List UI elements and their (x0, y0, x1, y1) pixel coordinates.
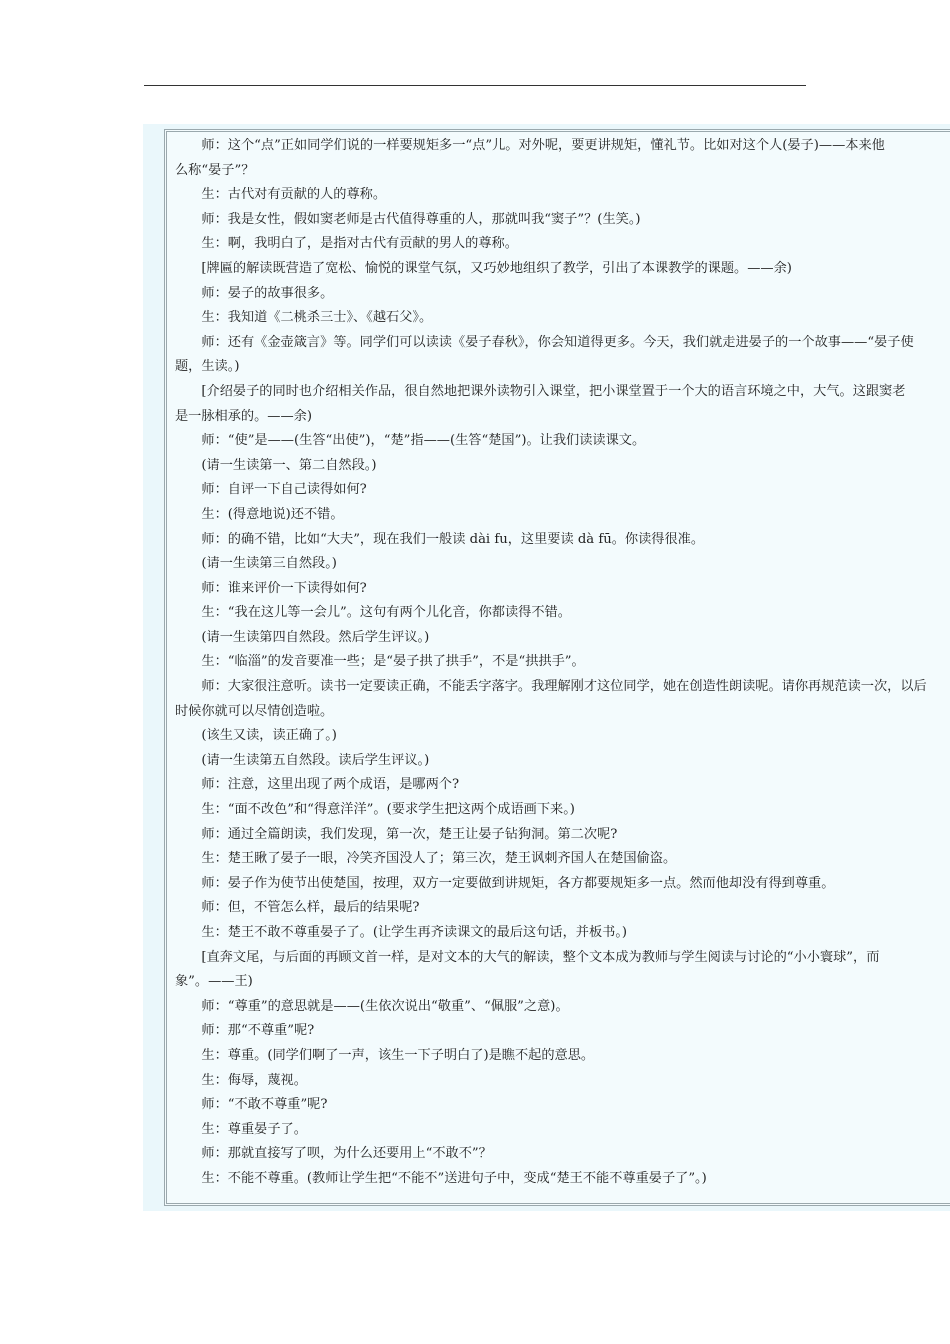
text-line: 么称“晏子”？ (175, 162, 255, 178)
text-line: 师：的确不错，比如“大夫”，现在我们一般读 dài fu，这里要读 dà fū。你读得很准。 (201, 531, 705, 547)
header-rule (144, 85, 806, 86)
text-line: 师：晏子作为使节出使楚国，按理，双方一定要做到讲规矩，各方都要规矩多一点。然而他却没有得到尊重。 (201, 875, 835, 891)
text-line: 生：啊，我明白了，是指对古代有贡献的男人的尊称。 (201, 236, 518, 252)
document-body (175, 134, 950, 1192)
text-line: (请一生读第一、第二自然段。) (201, 457, 377, 473)
text-line: (请一生读第五自然段。读后学生评议。) (201, 752, 430, 768)
text-line: (请一生读第三自然段。) (201, 556, 337, 572)
text-line: 生：(得意地说)还不错。 (201, 506, 344, 522)
text-line: 生：我知道《二桃杀三士》、《越石父》。 (201, 310, 433, 326)
text-line: 师：大家很注意听。读书一定要读正确，不能丢字落字。我理解刚才这位同学，她在创造性朗读呢。请你再规范读一次，以后 (201, 679, 927, 695)
text-line: 生：尊重晏子了。 (201, 1121, 307, 1137)
text-line: (该生又读，读正确了。) (201, 728, 337, 744)
text-line: [直奔文尾，与后面的再顾文首一样，是对文本的大气的解读，整个文本成为教师与学生阅读与讨论的“小小寰球”，而 (201, 949, 880, 965)
text-line: 生：尊重。(同学们啊了一声，该生一下子明白了)是瞧不起的意思。 (201, 1047, 595, 1063)
text-line: 师：“不敢不尊重”呢? (201, 1097, 328, 1113)
text-line: 是一脉相承的。——余) (175, 408, 313, 424)
text-line: 师：通过全篇朗读，我们发现，第一次，楚王让晏子钻狗洞。第二次呢? (201, 826, 618, 842)
text-line: 师：那“不尊重”呢? (201, 1023, 315, 1039)
text-cell (164, 129, 950, 1206)
text-line: 师：“尊重”的意思就是——(生依次说出“敬重”、“佩服”之意)。 (201, 998, 569, 1014)
text-line: 时候你就可以尽情创造啦。 (175, 703, 334, 719)
text-line: 生：“我在这儿等一会儿”。这句有两个儿化音，你都读得不错。 (201, 605, 571, 621)
text-line: [介绍晏子的同时也介绍相关作品，很自然地把课外读物引入课堂，把小课堂置于一个大的语言环境之中，大气。这跟窦老 (201, 383, 906, 399)
text-line: 象”。——王) (175, 974, 253, 990)
text-line: 生：古代对有贡献的人的尊称。 (201, 187, 387, 203)
text-line: 师：还有《金壶箴言》等。同学们可以读读《晏子春秋》，你会知道得更多。今天，我们就走进晏子的一个故事——“晏子使 (201, 334, 914, 350)
text-line: 生：楚王瞅了晏子一眼，冷笑齐国没人了；第三次，楚王讽刺齐国人在楚国偷盗。 (201, 851, 677, 867)
text-line: [牌匾的解读既营造了宽松、愉悦的课堂气氛，又巧妙地组织了教学，引出了本课教学的课题。——余) (201, 260, 792, 276)
text-line: 师：但，不管怎么样，最后的结果呢? (201, 900, 420, 916)
text-line: (请一生读第四自然段。然后学生评议。) (201, 629, 430, 645)
text-line: 师：“使”是——(生答“出使”)，“楚”指——(生答“楚国”)。让我们读读课文。 (201, 433, 646, 449)
text-line: 师：这个“点”正如同学们说的一样要规矩多一“点”儿。对外呢，要更讲规矩，懂礼节。比如对这个人(晏子)——本来他 (201, 138, 885, 153)
text-line: 师：我是女性，假如窦老师是古代值得尊重的人，那就叫我“窦子”？(生笑。) (201, 211, 641, 227)
text-line: 师：那就直接写了呗，为什么还要用上“不敢不”？ (201, 1146, 492, 1162)
text-line: 生：“面不改色”和“得意洋洋”。(要求学生把这两个成语画下来。) (201, 802, 575, 818)
text-line: 师：注意，这里出现了两个成语，是哪两个? (201, 777, 460, 793)
text-line: 生：不能不尊重。(教师让学生把“不能不”送进句子中，变成“楚王不能不尊重晏子了”。) (201, 1170, 707, 1186)
text-line: 师：自评一下自己读得如何? (201, 482, 367, 498)
text-line: 师：晏子的故事很多。 (201, 285, 334, 301)
text-line: 生：“临淄”的发音要准一些；是“晏子拱了拱手”，不是“拱拱手”。 (201, 654, 585, 670)
text-line: 师：谁来评价一下读得如何? (201, 580, 367, 596)
text-line: 生：侮辱，蔑视。 (201, 1072, 307, 1088)
text-line: 题，生读。) (175, 359, 240, 375)
text-line: 生：楚王不敢不尊重晏子了。(让学生再齐读课文的最后这句话，并板书。) (201, 925, 628, 940)
